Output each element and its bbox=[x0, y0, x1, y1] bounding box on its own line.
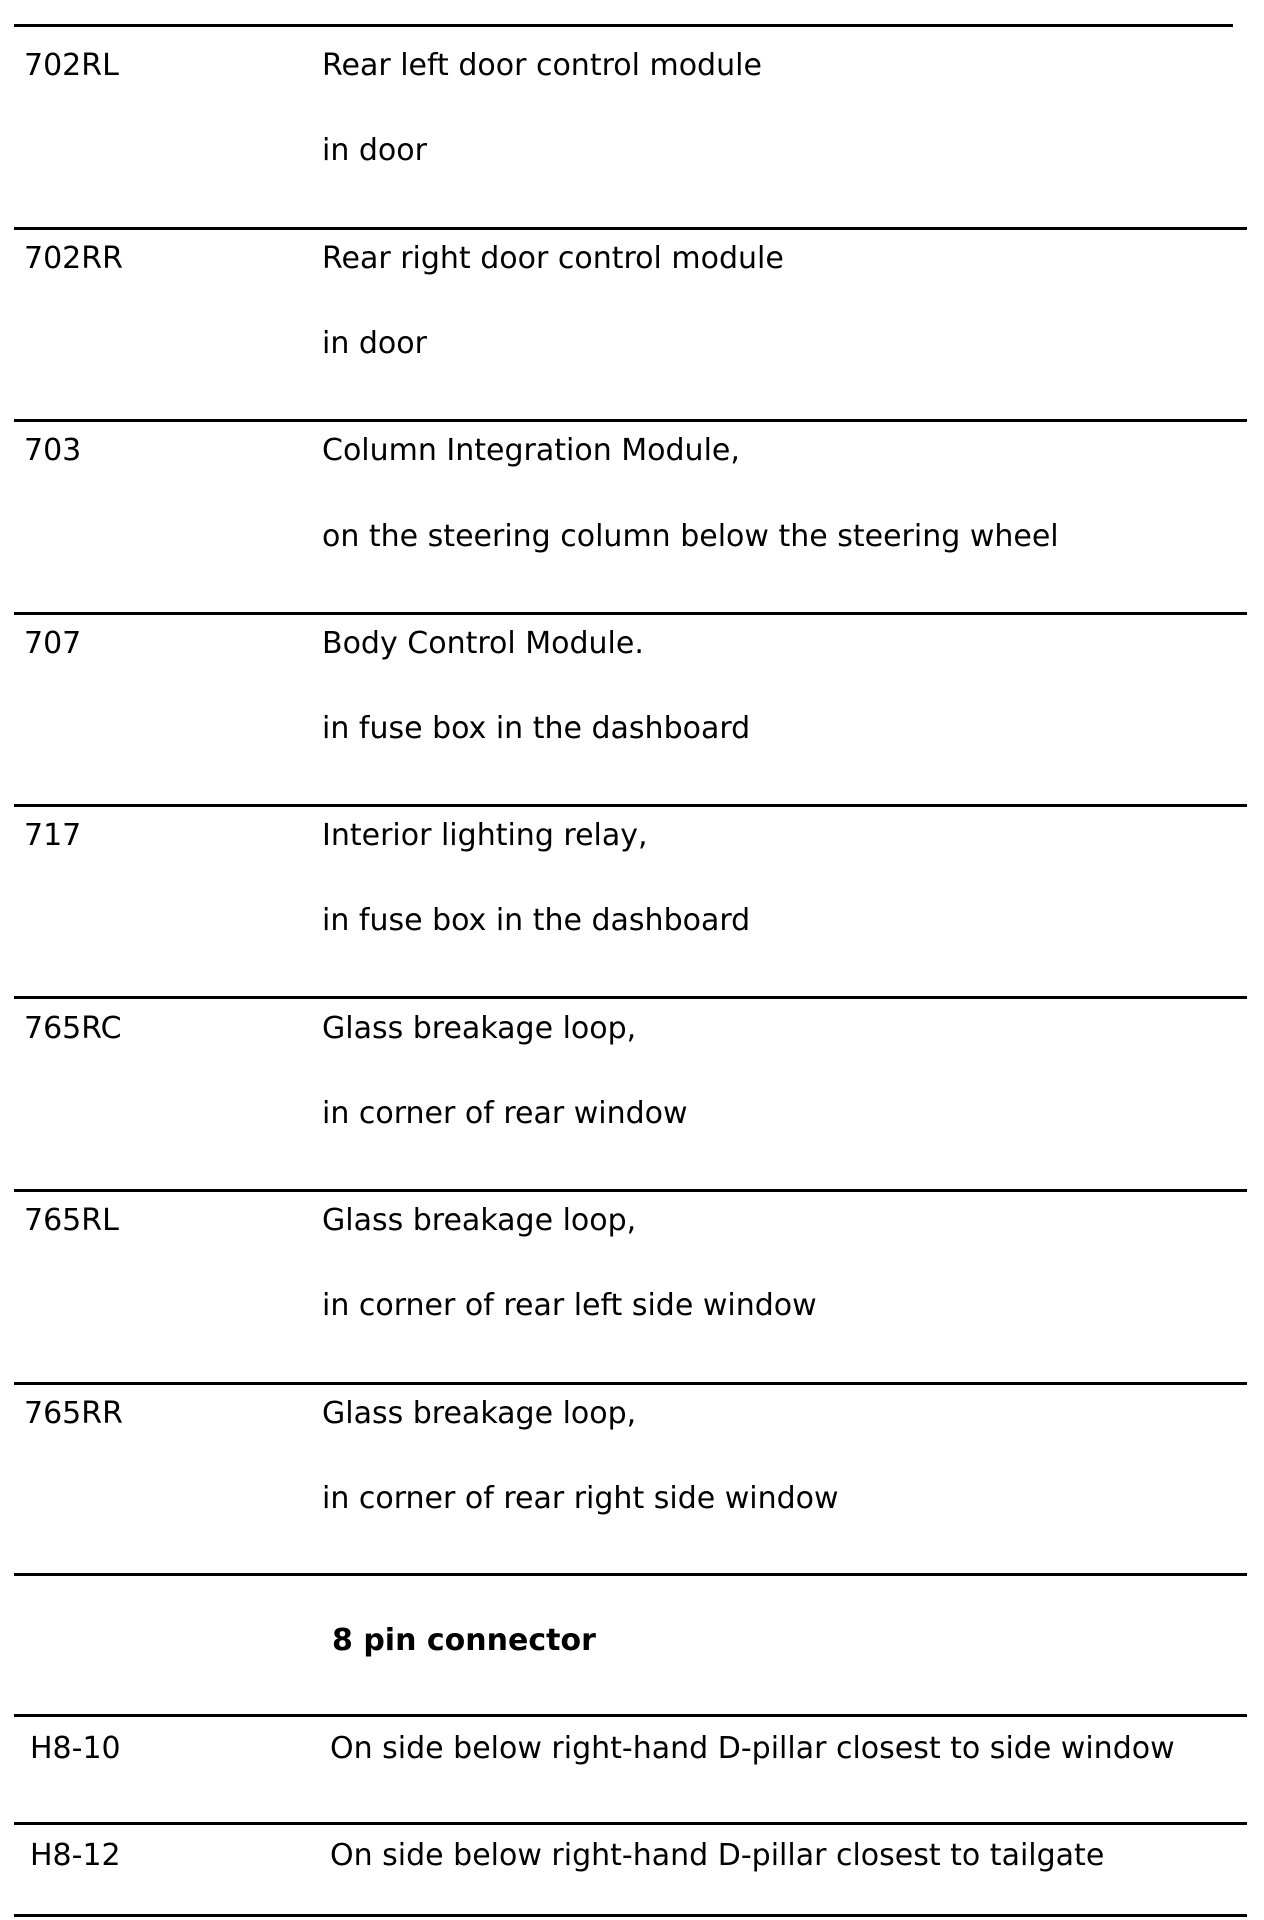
component-name: Column Integration Module, bbox=[322, 433, 740, 468]
component-location: in door bbox=[322, 133, 427, 168]
component-location: in fuse box in the dashboard bbox=[322, 711, 751, 746]
component-location: in door bbox=[322, 326, 427, 361]
table-rule bbox=[14, 1189, 1247, 1192]
component-code: 765RR bbox=[24, 1396, 123, 1431]
connector-location: On side below right-hand D-pillar closest to side window bbox=[330, 1731, 1175, 1766]
table-rule bbox=[14, 612, 1247, 615]
component-code: 717 bbox=[24, 818, 82, 853]
component-code: 765RL bbox=[24, 1203, 119, 1238]
component-location: on the steering column below the steering wheel bbox=[322, 519, 1059, 554]
component-location: in corner of rear window bbox=[322, 1096, 688, 1131]
component-name: Rear right door control module bbox=[322, 241, 784, 276]
component-location: in corner of rear left side window bbox=[322, 1288, 817, 1323]
table-rule bbox=[14, 1382, 1247, 1385]
section-title: 8 pin connector bbox=[332, 1623, 596, 1658]
component-location: in fuse box in the dashboard bbox=[322, 903, 751, 938]
table-rule bbox=[14, 804, 1247, 807]
connector-code: H8-10 bbox=[30, 1731, 121, 1766]
component-name: Glass breakage loop, bbox=[322, 1011, 637, 1046]
connector-location: On side below right-hand D-pillar closest to tailgate bbox=[330, 1838, 1105, 1873]
component-code: 703 bbox=[24, 433, 82, 468]
component-name: Interior lighting relay, bbox=[322, 818, 648, 853]
connector-code: H8-12 bbox=[30, 1838, 121, 1873]
component-name: Body Control Module. bbox=[322, 626, 644, 661]
component-code: 702RL bbox=[24, 48, 119, 83]
component-code: 765RC bbox=[24, 1011, 122, 1046]
table-rule bbox=[14, 996, 1247, 999]
component-name: Glass breakage loop, bbox=[322, 1396, 637, 1431]
table-rule bbox=[14, 419, 1247, 422]
table-rule bbox=[14, 1714, 1247, 1717]
table-rule bbox=[14, 1822, 1247, 1825]
component-name: Glass breakage loop, bbox=[322, 1203, 637, 1238]
component-name: Rear left door control module bbox=[322, 48, 762, 83]
component-code: 702RR bbox=[24, 241, 123, 276]
component-location: in corner of rear right side window bbox=[322, 1481, 839, 1516]
table-rule bbox=[14, 1573, 1247, 1576]
table-rule bbox=[14, 1914, 1247, 1917]
component-code: 707 bbox=[24, 626, 82, 661]
table-rule bbox=[14, 227, 1247, 230]
table-rule bbox=[14, 24, 1233, 27]
